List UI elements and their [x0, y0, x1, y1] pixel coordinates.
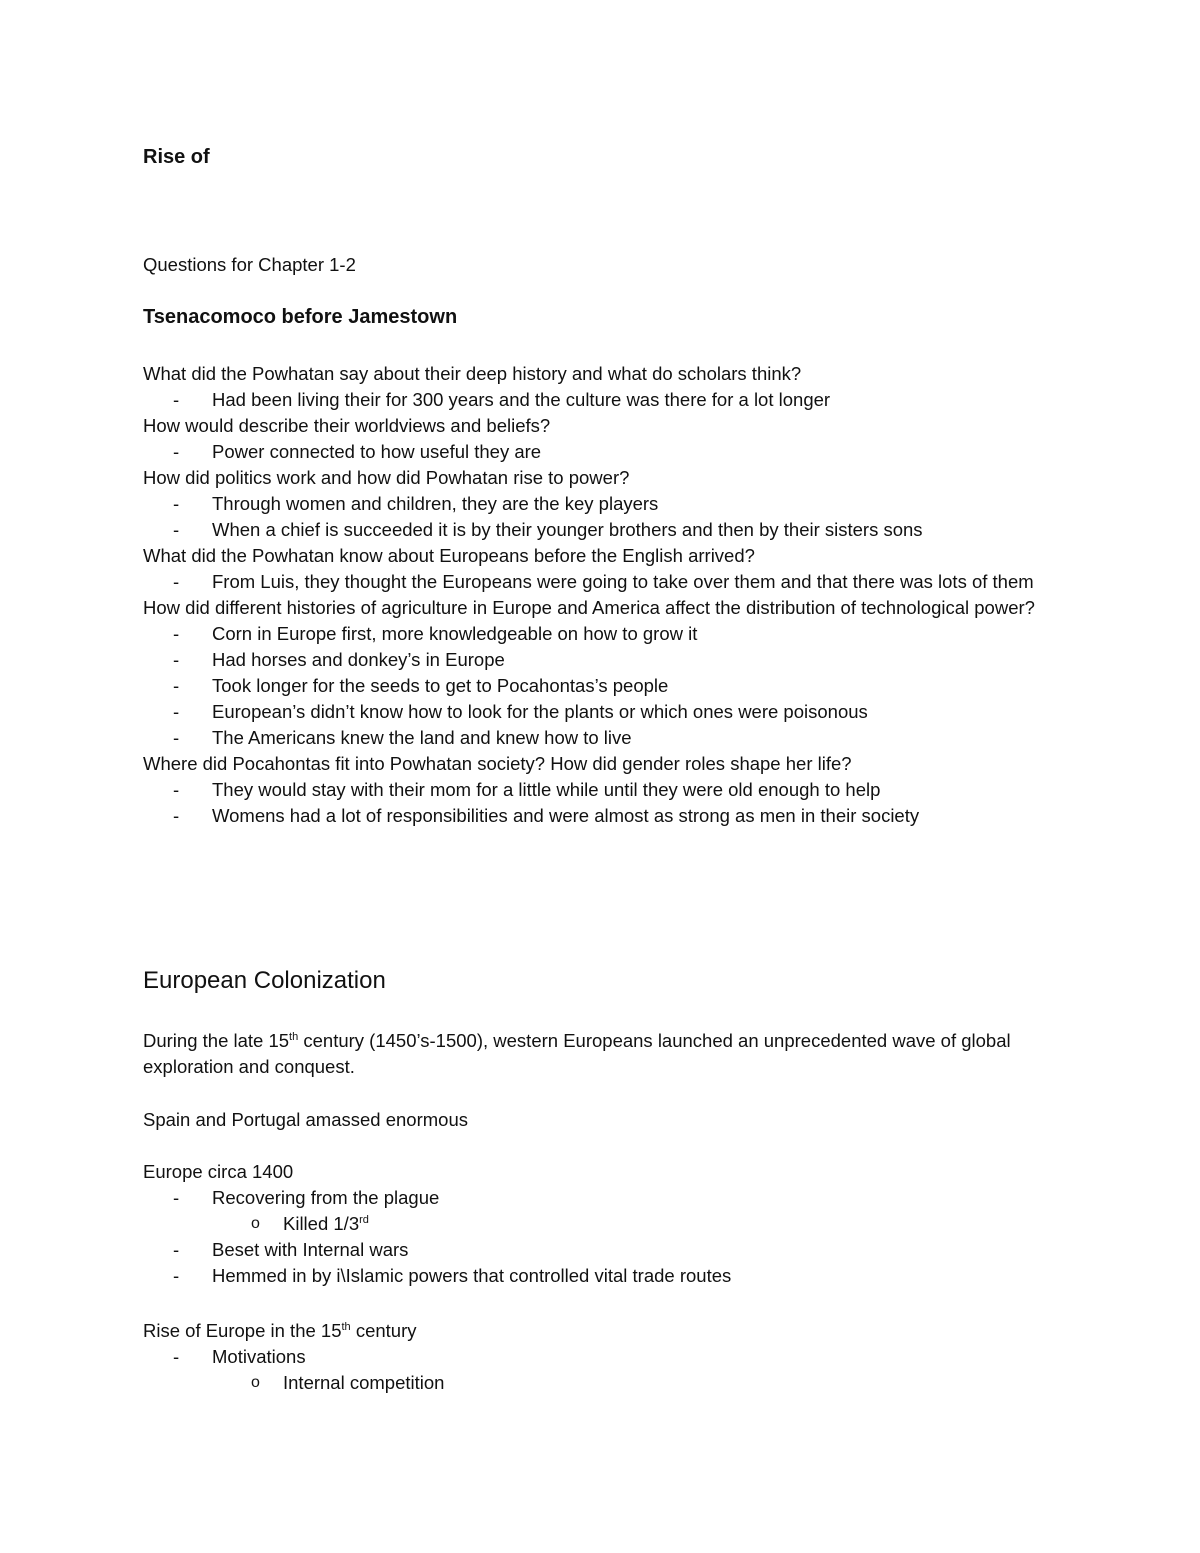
sub-list-item: o Internal competition [251, 1372, 445, 1393]
rise-of-europe-block [143, 1318, 1063, 1396]
question: What did the Powhatan know about Europeans before the English arrived? [143, 545, 755, 566]
document-title: Rise of [143, 146, 210, 168]
europe-heading: Europe circa 1400 [143, 1161, 294, 1182]
answer-item: - When a chief is succeeded it is by their younger brothers and then by their sisters sons [173, 519, 923, 540]
question-list [143, 361, 1063, 829]
question: How did politics work and how did Powhatan rise to power? [143, 467, 630, 488]
question: Where did Pocahontas fit into Powhatan society? How did gender roles shape her life? [143, 753, 852, 774]
paragraph-exploration: During the late 15th century (1450’s-1500), western Europeans launched an unprecedented wave of global exploration and conquest. [143, 1030, 1011, 1077]
answer-item: - Womens had a lot of responsibilities and were almost as strong as men in their society [173, 805, 920, 826]
question: How would describe their worldviews and beliefs? [143, 415, 551, 436]
question: What did the Powhatan say about their deep history and what do scholars think? [143, 363, 802, 384]
answer-item: - Took longer for the seeds to get to Pocahontas’s people [173, 675, 669, 696]
paragraph-spain-portugal: Spain and Portugal amassed enormous [143, 1109, 468, 1130]
answer-item: - Through women and children, they are the key players [173, 493, 659, 514]
answer-item: - They would stay with their mom for a little while until they were old enough to help [173, 779, 881, 800]
answer-item: - Corn in Europe first, more knowledgeable on how to grow it [173, 623, 698, 644]
answer-item: - Had been living their for 300 years and the culture was there for a lot longer [173, 389, 831, 410]
list-item: - Recovering from the plague [173, 1187, 440, 1208]
answer-item: - Had horses and donkey’s in Europe [173, 649, 505, 670]
answer-item: - European’s didn’t know how to look for the plants or which ones were poisonous [173, 701, 868, 722]
rise-heading: Rise of Europe in the 15th century [143, 1320, 417, 1341]
answer-item: - Power connected to how useful they are [173, 441, 542, 462]
chapter-questions-label: Questions for Chapter 1-2 [143, 254, 356, 275]
sub-list-item: o Killed 1/3rd [251, 1213, 369, 1234]
answer-item: - The Americans knew the land and knew how to live [173, 727, 632, 748]
question: How did different histories of agriculture in Europe and America affect the distribution of technological power? [143, 597, 1035, 618]
europe-circa-1400-block [143, 1159, 1063, 1289]
list-item: - Hemmed in by i\Islamic powers that controlled vital trade routes [173, 1265, 732, 1286]
section-heading-european-colonization: European Colonization [143, 967, 386, 994]
list-item: - Motivations [173, 1346, 306, 1367]
list-item: - Beset with Internal wars [173, 1239, 409, 1260]
answer-item: - From Luis, they thought the Europeans were going to take over them and that there was lots of them [173, 571, 1034, 592]
section-heading-tsenacomoco: Tsenacomoco before Jamestown [143, 306, 458, 328]
